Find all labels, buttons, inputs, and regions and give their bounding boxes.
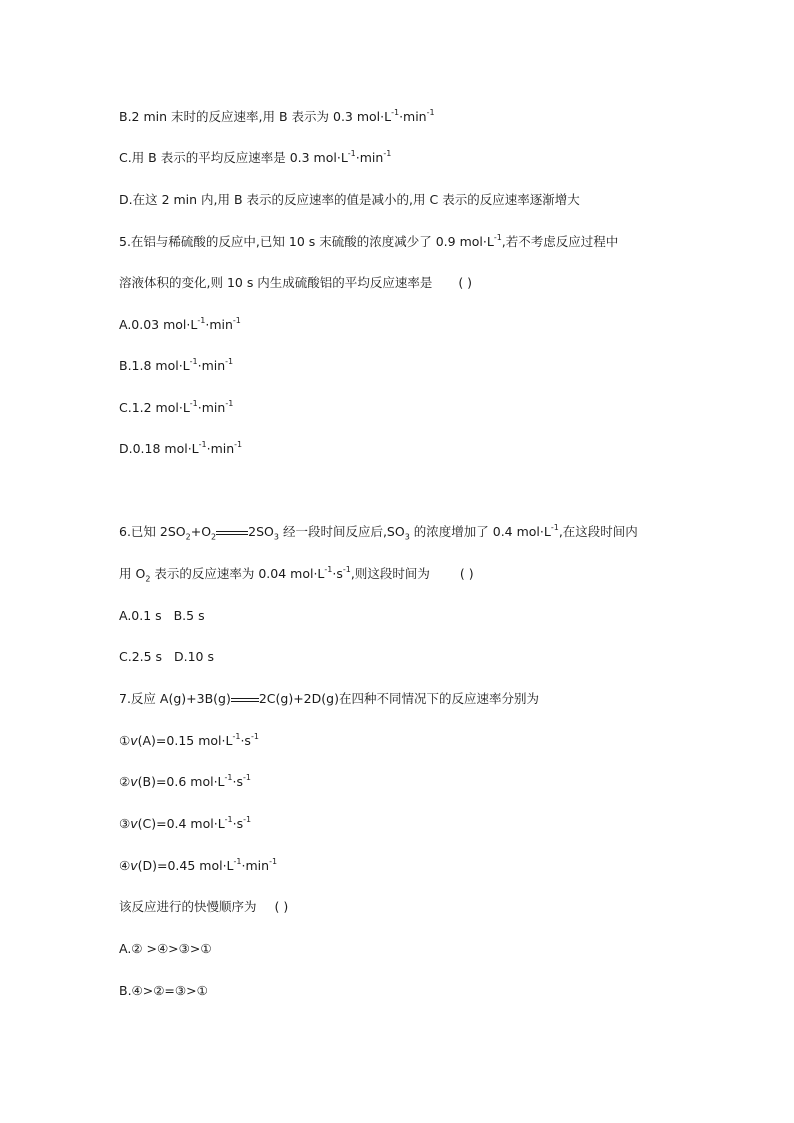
unit: ·min (206, 441, 235, 456)
q6-options-cd (119, 649, 214, 665)
unit: ·s (232, 816, 244, 831)
q6-stem-part: +O (190, 524, 212, 539)
equilibrium-arrow-icon (216, 528, 248, 538)
q6-stem-line-1 (119, 524, 638, 540)
q4-option-b (119, 109, 435, 125)
q4-option-d (119, 192, 580, 208)
exponent: -1 (391, 107, 400, 117)
answer-blank: ( ) (459, 566, 474, 581)
q4-option-b-text: B.2 min 末时的反应速率,用 B 表示为 0.3 mol·L (119, 109, 392, 124)
reaction-equals-icon (231, 696, 259, 704)
exponent: -1 (550, 522, 559, 532)
subscript: 2 (185, 532, 191, 542)
unit: ·s (232, 774, 243, 789)
exponent: -1 (234, 439, 243, 449)
unit: ·min (399, 109, 427, 124)
exponent: -1 (198, 439, 207, 449)
q7-stem-part: 2C(g)+2D(g)在四种不同情况下的反应速率分别为 (258, 691, 539, 706)
q7-stem-part: 7.反应 A(g)+3B(g) (119, 691, 231, 706)
q6-stem-part: 2SO (248, 524, 274, 539)
rate-symbol: v (130, 733, 138, 748)
q6-options-ab-text: A.0.1 s B.5 s (119, 608, 205, 623)
exponent: -1 (189, 398, 198, 408)
q7-option-b (119, 983, 208, 999)
rate-symbol: v (130, 816, 138, 831)
exponent: -1 (426, 107, 435, 117)
q4-option-c (119, 150, 391, 166)
q6-stem-part: ·s (332, 566, 343, 581)
rate-value: (C)=0.4 mol·L (137, 816, 225, 831)
unit: ·s (240, 733, 251, 748)
exponent: -1 (232, 731, 241, 741)
answer-blank: ( ) (274, 899, 289, 914)
q5-option-c-text: C.1.2 mol·L (119, 400, 190, 415)
q6-stem-tail: ,在这段时间内 (558, 524, 638, 539)
subscript: 3 (404, 532, 410, 542)
q5-stem-text-2: 溶液体积的变化,则 10 s 内生成硫酸铝的平均反应速率是 (119, 275, 433, 290)
q5-stem-line-2 (119, 275, 472, 291)
exponent: -1 (324, 564, 333, 574)
q5-option-a-text: A.0.03 mol·L (119, 317, 198, 332)
exponent: -1 (197, 315, 206, 325)
exponent: -1 (269, 856, 278, 866)
subscript: 2 (145, 574, 151, 584)
exponent: -1 (189, 356, 198, 366)
rate-value: (A)=0.15 mol·L (137, 733, 233, 748)
q5-stem-tail: ,若不考虑反应过程中 (501, 234, 619, 249)
q7-rate-1 (119, 733, 259, 749)
q6-stem-part: 用 O (119, 566, 146, 581)
exponent: -1 (347, 148, 356, 158)
exponent: -1 (243, 814, 252, 824)
answer-blank: ( ) (458, 275, 473, 290)
unit: ·min (241, 858, 270, 873)
exponent: -1 (243, 772, 251, 782)
q6-stem-part: 6.已知 2SO (119, 524, 186, 539)
q6-options-cd-text: C.2.5 s D.10 s (119, 649, 214, 664)
exponent: -1 (232, 315, 241, 325)
q7-rate-2 (119, 774, 251, 790)
rate-value: (B)=0.6 mol·L (137, 774, 225, 789)
exponent: -1 (224, 814, 233, 824)
subscript: 2 (211, 532, 217, 542)
q5-option-d (119, 441, 242, 457)
exponent: -1 (493, 232, 502, 242)
q6-options-ab (119, 608, 205, 624)
exponent: -1 (225, 356, 234, 366)
q5-option-d-text: D.0.18 mol·L (119, 441, 199, 456)
q4-option-c-text: C.用 B 表示的平均反应速率是 0.3 mol·L (119, 150, 348, 165)
q5-stem-text: 5.在铝与稀硫酸的反应中,已知 10 s 末硫酸的浓度减少了 0.9 mol·L (119, 234, 494, 249)
circled-number: ④ (119, 858, 131, 873)
q7-stem (119, 691, 539, 707)
exponent: -1 (225, 398, 234, 408)
q7-option-a (119, 941, 212, 957)
rate-symbol: v (130, 858, 138, 873)
circled-number: ① (119, 733, 131, 748)
circled-number: ③ (119, 816, 131, 831)
q7-option-b-text: B.④>②=③>① (119, 983, 208, 998)
exponent: -1 (383, 148, 392, 158)
unit: ·min (197, 400, 226, 415)
q7-rate-3 (119, 816, 251, 832)
q6-stem-part: 表示的反应速率为 0.04 mol·L (150, 566, 325, 581)
q6-stem-line-2 (119, 566, 474, 582)
rate-symbol: v (130, 774, 138, 789)
unit: ·min (197, 358, 226, 373)
q5-option-b-text: B.1.8 mol·L (119, 358, 190, 373)
q6-stem-part: 经一段时间反应后,SO (278, 524, 405, 539)
q7-question-text: 该反应进行的快慢顺序为 (119, 899, 257, 914)
q5-stem-line-1 (119, 234, 618, 250)
exponent: -1 (233, 856, 242, 866)
q5-option-c (119, 400, 233, 416)
q7-question (119, 899, 288, 915)
subscript: 3 (273, 532, 279, 542)
q4-option-d-text: D.在这 2 min 内,用 B 表示的反应速率的值是减小的,用 C 表示的反应速率逐渐增大 (119, 192, 580, 207)
exponent: -1 (342, 564, 351, 574)
q6-stem-part: 的浓度增加了 0.4 mol·L (409, 524, 551, 539)
circled-number: ② (119, 774, 131, 789)
unit: ·min (205, 317, 233, 332)
exponent: -1 (250, 731, 259, 741)
unit: ·min (355, 150, 384, 165)
q5-option-b (119, 358, 233, 374)
q7-option-a-text: A.② >④>③>① (119, 941, 212, 956)
q6-stem-part: ,则这段时间为 (350, 566, 430, 581)
rate-value: (D)=0.45 mol·L (137, 858, 234, 873)
q5-option-a (119, 317, 241, 333)
exponent: -1 (224, 772, 233, 782)
q7-rate-4 (119, 858, 277, 874)
